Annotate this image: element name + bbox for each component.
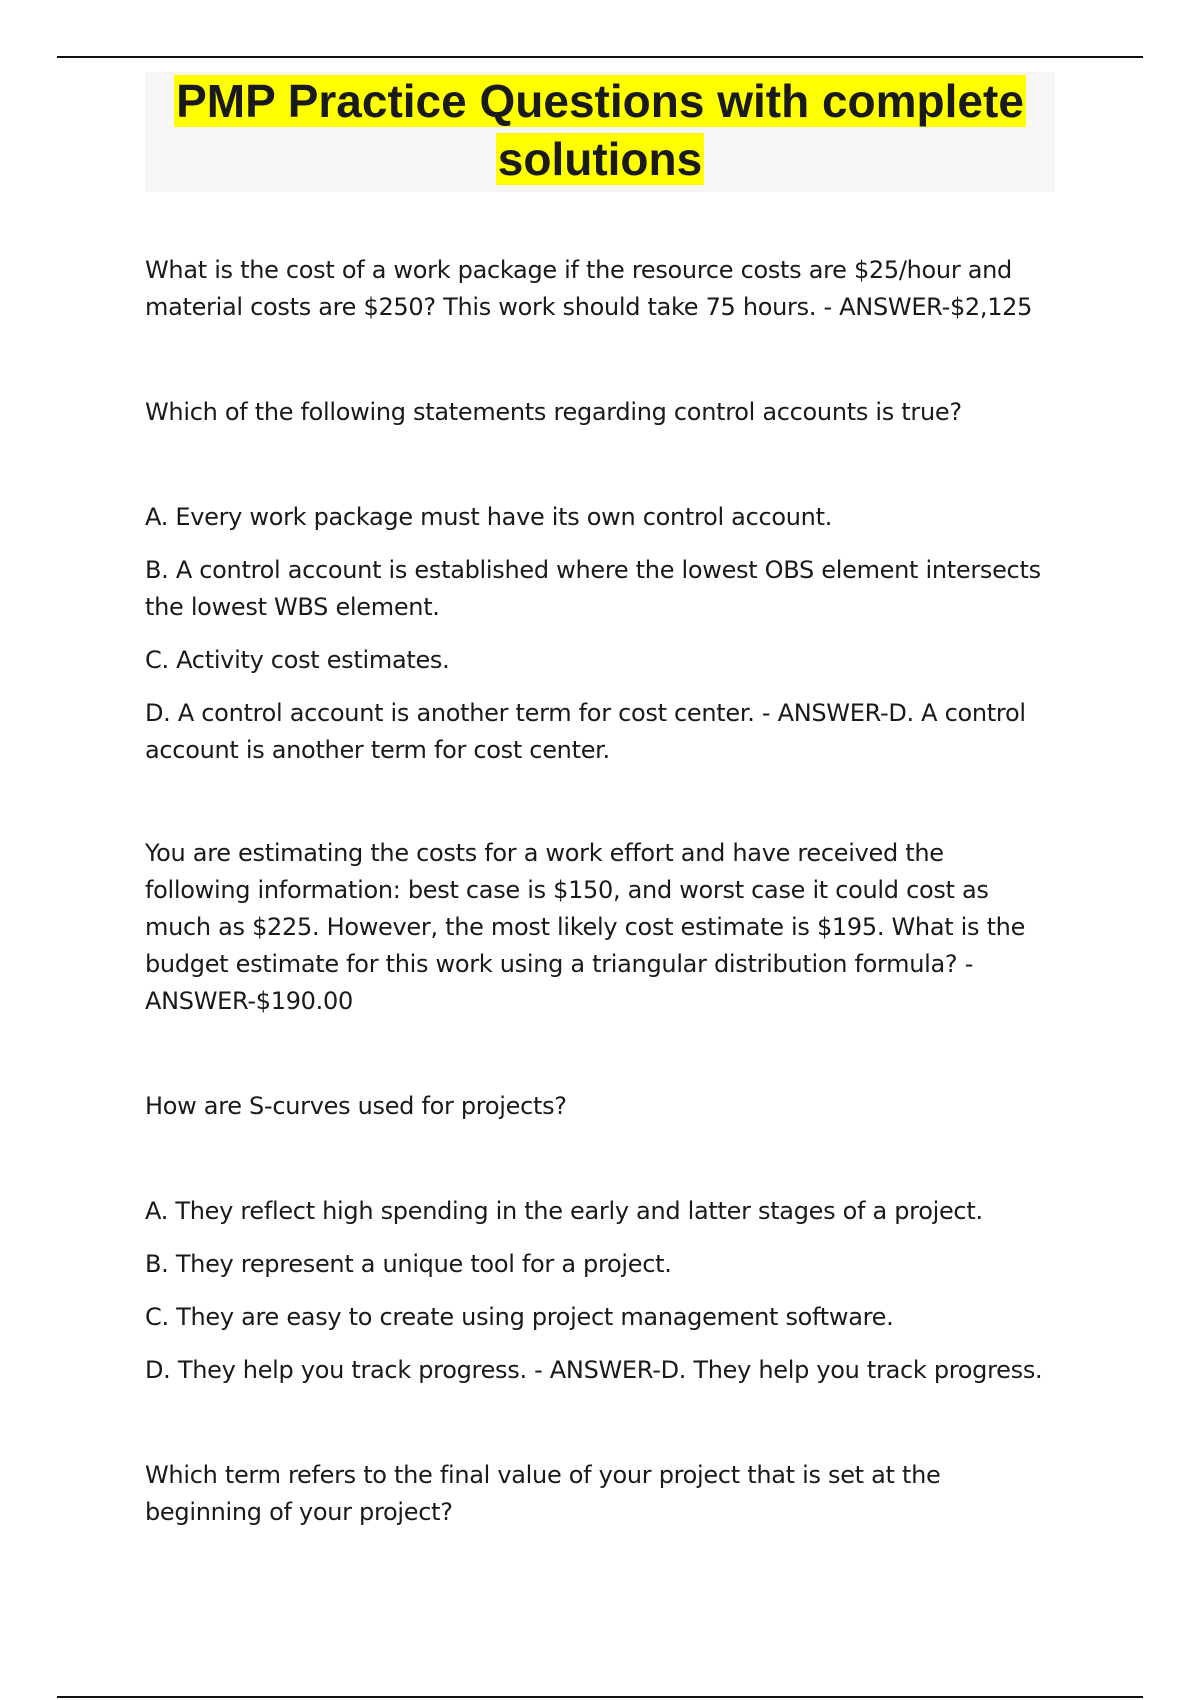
document-body [145,252,1055,1531]
question-4-option-b: B. They represent a unique tool for a project. [145,1250,672,1278]
question-2-stem: Which of the following statements regarding control accounts is true? [145,398,962,426]
question-2-option-c: C. Activity cost estimates. [145,646,450,674]
question-3: You are estimating the costs for a work effort and have received the following information: best case is $150, and worst case it could cost as much as $225. However, the most likely cost estimate is $195. What is the budget estimate for this work using a triangular distribution formula? - ANSWER-$190.00 [145,839,1026,1015]
question-4-stem: How are S-curves used for projects? [145,1092,567,1120]
title-highlight: PMP Practice Questions with complete solutions [176,75,1024,185]
question-5: Which term refers to the final value of your project that is set at the beginning of your project? [145,1461,941,1526]
question-4-option-d: D. They help you track progress. - ANSWER-D. They help you track progress. [145,1356,1043,1384]
question-4-option-c: C. They are easy to create using project management software. [145,1303,894,1331]
question-2-option-a: A. Every work package must have its own control account. [145,503,833,531]
question-2-option-d: D. A control account is another term for cost center. - ANSWER-D. A control account is another term for cost center. [145,699,1026,764]
question-1: What is the cost of a work package if the resource costs are $25/hour and material costs are $250? This work should take 75 hours. - ANSWER-$2,125 [145,256,1033,321]
question-2-option-b: B. A control account is established where the lowest OBS element intersects the lowest WBS element. [145,556,1041,621]
question-4-option-a: A. They reflect high spending in the early and latter stages of a project. [145,1197,983,1225]
document-title [145,72,1055,192]
bottom-rule [57,1696,1143,1698]
top-rule [57,56,1143,58]
